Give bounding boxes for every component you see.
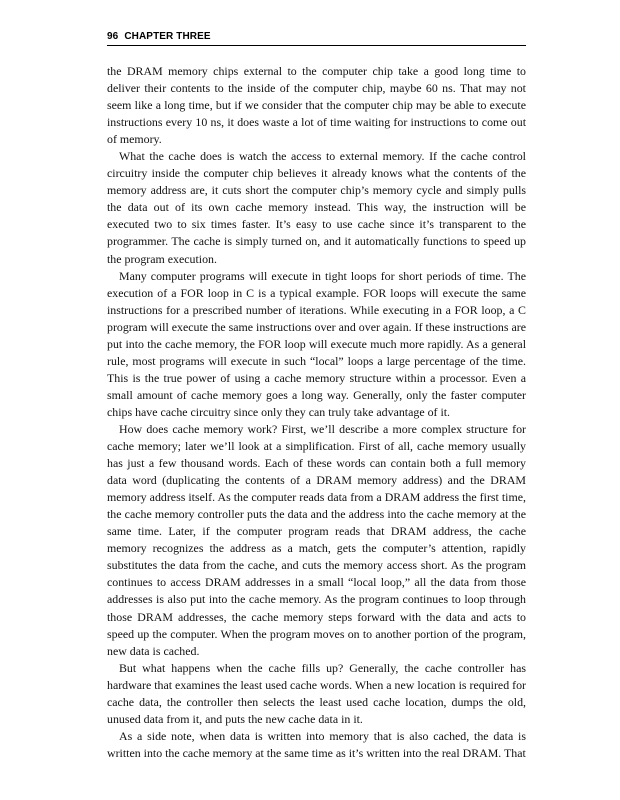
page-number: 96 (107, 31, 119, 42)
body-text (107, 63, 526, 762)
paragraph: What the cache does is watch the access to external memory. If the cache control circuitry inside the computer chip believes it already knows what the contents of the memory address are, it cuts short the computer chip’s memory cycle and simply pulls the data out of its own cache memory instead. This way, the instruction will be executed two to six times faster. It’s easy to use cache since it’s transparent to the programmer. The cache is simply turned on, and it automatically functions to speed up the program execution. (107, 149, 526, 266)
paragraph: As a side note, when data is written into memory that is also cached, the data is written into the cache memory at the same time as it’s written into the real DRAM. That (107, 728, 526, 760)
paragraph: Many computer programs will execute in tight loops for short periods of time. The execution of a FOR loop in C is a typical example. FOR loops will execute the same instructions for a prescribed number of iterations. While executing in a FOR loop, a C program will execute the same instructions over and over again. If these instructions are put into the cache memory, the FOR loop will execute much more rapidly. As a general rule, most programs will execute in such “local” loops a large percentage of the time. This is the true power of using a cache memory structure within a processor. Even a small amount of cache memory goes a long way. Generally, only the faster computer chips have cache circuitry since only they can truly take advantage of it. (107, 268, 526, 419)
paragraph: the DRAM memory chips external to the computer chip take a good long time to deliver their contents to the inside of the computer chip, maybe 60 ns. That may not seem like a long time, but if we consider that the computer chip may be able to execute instructions every 10 ns, it does waste a lot of time waiting for instructions to come out of memory. (107, 64, 526, 147)
running-header (107, 31, 526, 46)
chapter-title: CHAPTER THREE (124, 31, 211, 42)
paragraph: But what happens when the cache fills up? Generally, the cache controller has hardware that examines the least used cache words. When a new location is required for cache data, the controller then selects the least used cache location, dumps the old, unused data from it, and puts the new cache data in it. (107, 660, 526, 726)
paragraph: How does cache memory work? First, we’ll describe a more complex structure for cache memory; later we’ll look at a simplification. First of all, cache memory usually has just a few thousand words. Each of these words can contain both a full memory data word (duplicating the contents of a DRAM memory address) and the DRAM memory address itself. As the computer reads data from a DRAM address the first time, the cache memory controller puts the data and the address into the cache memory at the same time. Later, if the computer program reads that DRAM address, the cache memory recognizes the address as a match, gets the computer’s attention, rapidly substitutes the data from the cache, and cuts the memory access short. As the program continues to access DRAM addresses in a small “local loop,” all the data from those addresses is also put into the cache memory. As the program continues to loop through those DRAM addresses, the cache memory steps forward with the data and acts to speed up the computer. When the program moves on to another portion of the program, new data is cached. (107, 421, 526, 658)
